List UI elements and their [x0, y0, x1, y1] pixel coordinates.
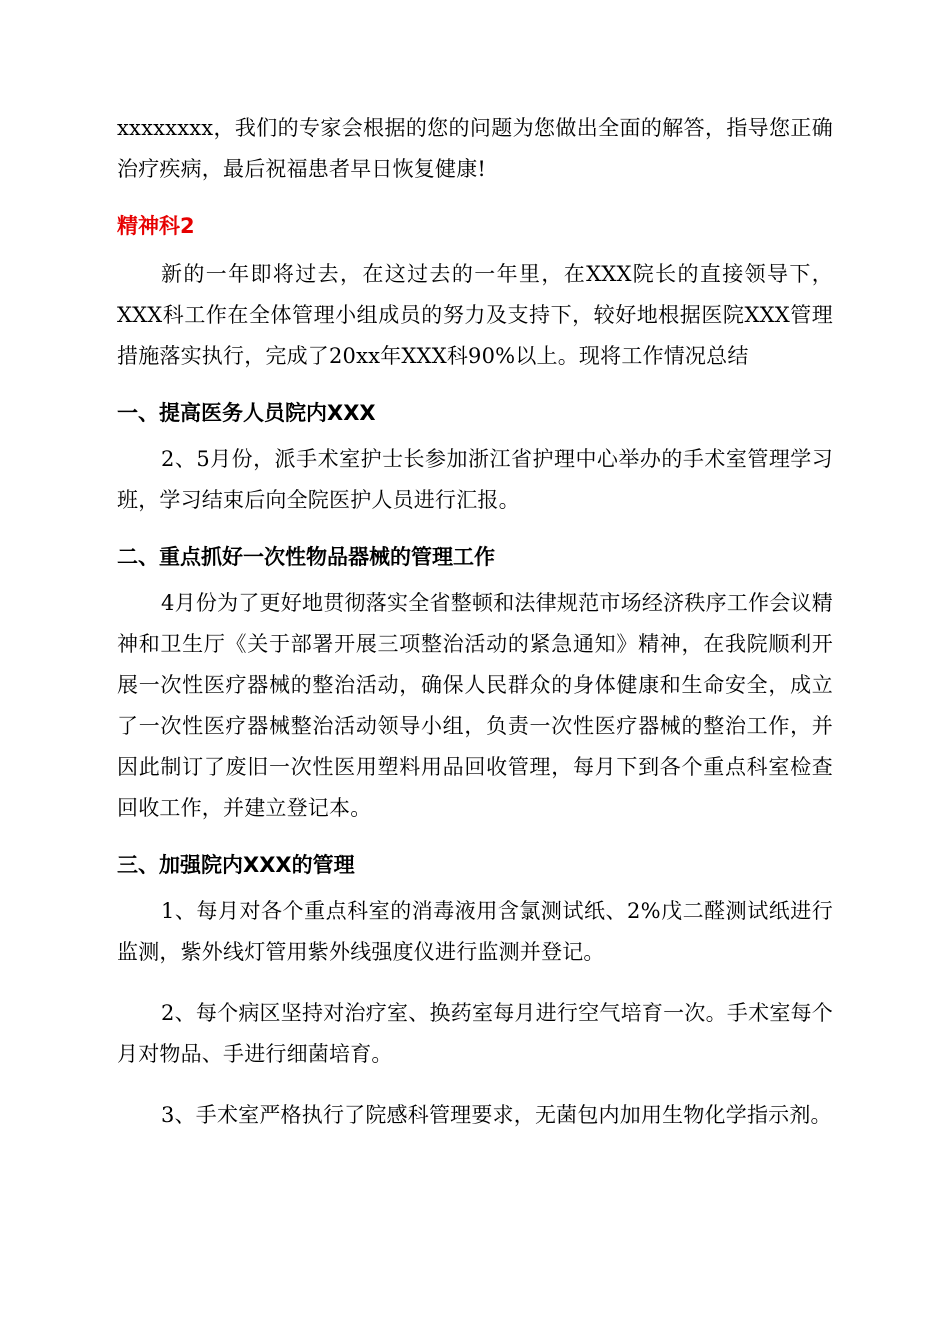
section-1-heading: 一、提高医务人员院内XXX [117, 401, 376, 425]
section-1-paragraph-1: 2、5月份，派手术室护士长参加浙江省护理中心举办的手术室管理学习班，学习结束后向全院医护人员进行汇报。 [117, 447, 833, 512]
intro-paragraph: xxxxxxxx，我们的专家会根据的您的问题为您做出全面的解答，指导您正确治疗疾病，最后祝福患者早日恢复健康! [117, 116, 833, 181]
article-title: 精神科2 [117, 214, 195, 238]
section-3-paragraph-3: 3、手术室严格执行了院感科管理要求，无菌包内加用生物化学指示剂。 [161, 1103, 832, 1127]
section-3-heading: 三、加强院内XXX的管理 [117, 853, 355, 877]
section-3-paragraph-1: 1、每月对各个重点科室的消毒液用含氯测试纸、2%戊二醛测试纸进行监测，紫外线灯管用紫外线强度仪进行监测并登记。 [117, 899, 833, 964]
section-2-heading: 二、重点抓好一次性物品器械的管理工作 [117, 545, 495, 569]
section-2-paragraph-1: 4月份为了更好地贯彻落实全省整顿和法律规范市场经济秩序工作会议精神和卫生厅《关于部署开展三项整治活动的紧急通知》精神，在我院顺利开展一次性医疗器械的整治活动，确保人民群众的身体健康和生命安全，成立了一次性医疗器械整治活动领导小组，负责一次性医疗器械的整治工作，并因此制订了废旧一次性医用塑料用品回收管理，每月下到各个重点科室检查回收工作，并建立登记本。 [117, 591, 833, 820]
section-3-paragraph-2: 2、每个病区坚持对治疗室、换药室每月进行空气培育一次。手术室每个月对物品、手进行细菌培育。 [117, 1001, 833, 1066]
lead-paragraph: 新的一年即将过去，在这过去的一年里，在XXX院长的直接领导下，XXX科工作在全体管理小组成员的努力及支持下，较好地根据医院XXX管理措施落实执行，完成了20xx年XXX科90%以上。现将工作情况总结 [117, 262, 833, 368]
document-page [117, 108, 833, 1136]
